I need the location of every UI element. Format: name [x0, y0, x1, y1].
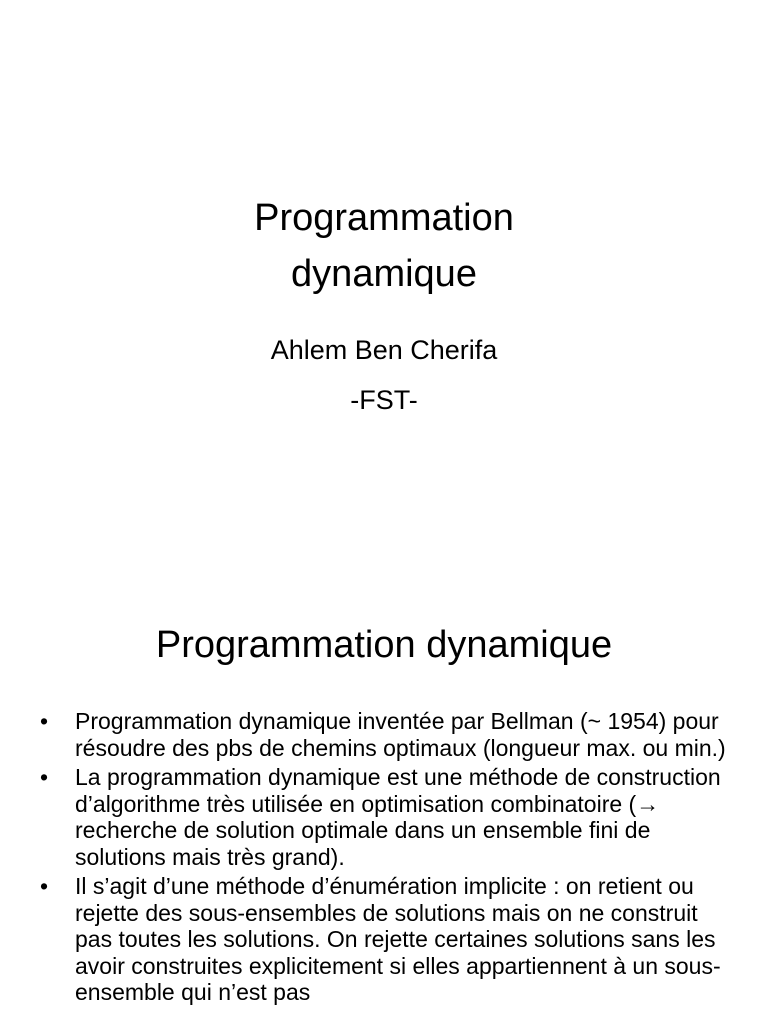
content-slide — [0, 576, 768, 1024]
bullet-icon: • — [40, 873, 49, 899]
bullet-text: Il s’agit d’une méthode d’énumération implicite : on retient ou rejette des sous-ensembles de solutions mais on ne construit pas toutes les solutions. On rejette certaines solutions sans les avoir construites explicitement si elles appartiennent à un sous-ensemble qui n’est pas — [75, 873, 721, 1005]
slide-title-line-2: dynamique — [291, 253, 477, 295]
bullet-item — [0, 873, 768, 1006]
bullet-text: Programmation dynamique inventée par Bellman (~ 1954) pour résoudre des pbs de chemins optimaux (longueur max. ou min.) — [75, 708, 726, 761]
bullet-list — [0, 708, 768, 1009]
bullet-text: La programmation dynamique est une méthode de construction d’algorithme très utilisée en optimisation combinatoire (→ recherche de solution optimale dans un ensemble fini de solutions mais très grand). — [75, 764, 721, 870]
bullet-icon: • — [40, 708, 49, 734]
institution-label: -FST- — [350, 385, 418, 415]
bullet-item — [0, 764, 768, 870]
slide-title-line-1: Programmation — [254, 197, 514, 239]
slide-title — [0, 190, 768, 302]
author-name: Ahlem Ben Cherifa — [270, 335, 498, 365]
bullet-item — [0, 708, 768, 761]
slide-heading: Programmation dynamique — [155, 624, 613, 666]
bullet-icon: • — [40, 764, 49, 790]
